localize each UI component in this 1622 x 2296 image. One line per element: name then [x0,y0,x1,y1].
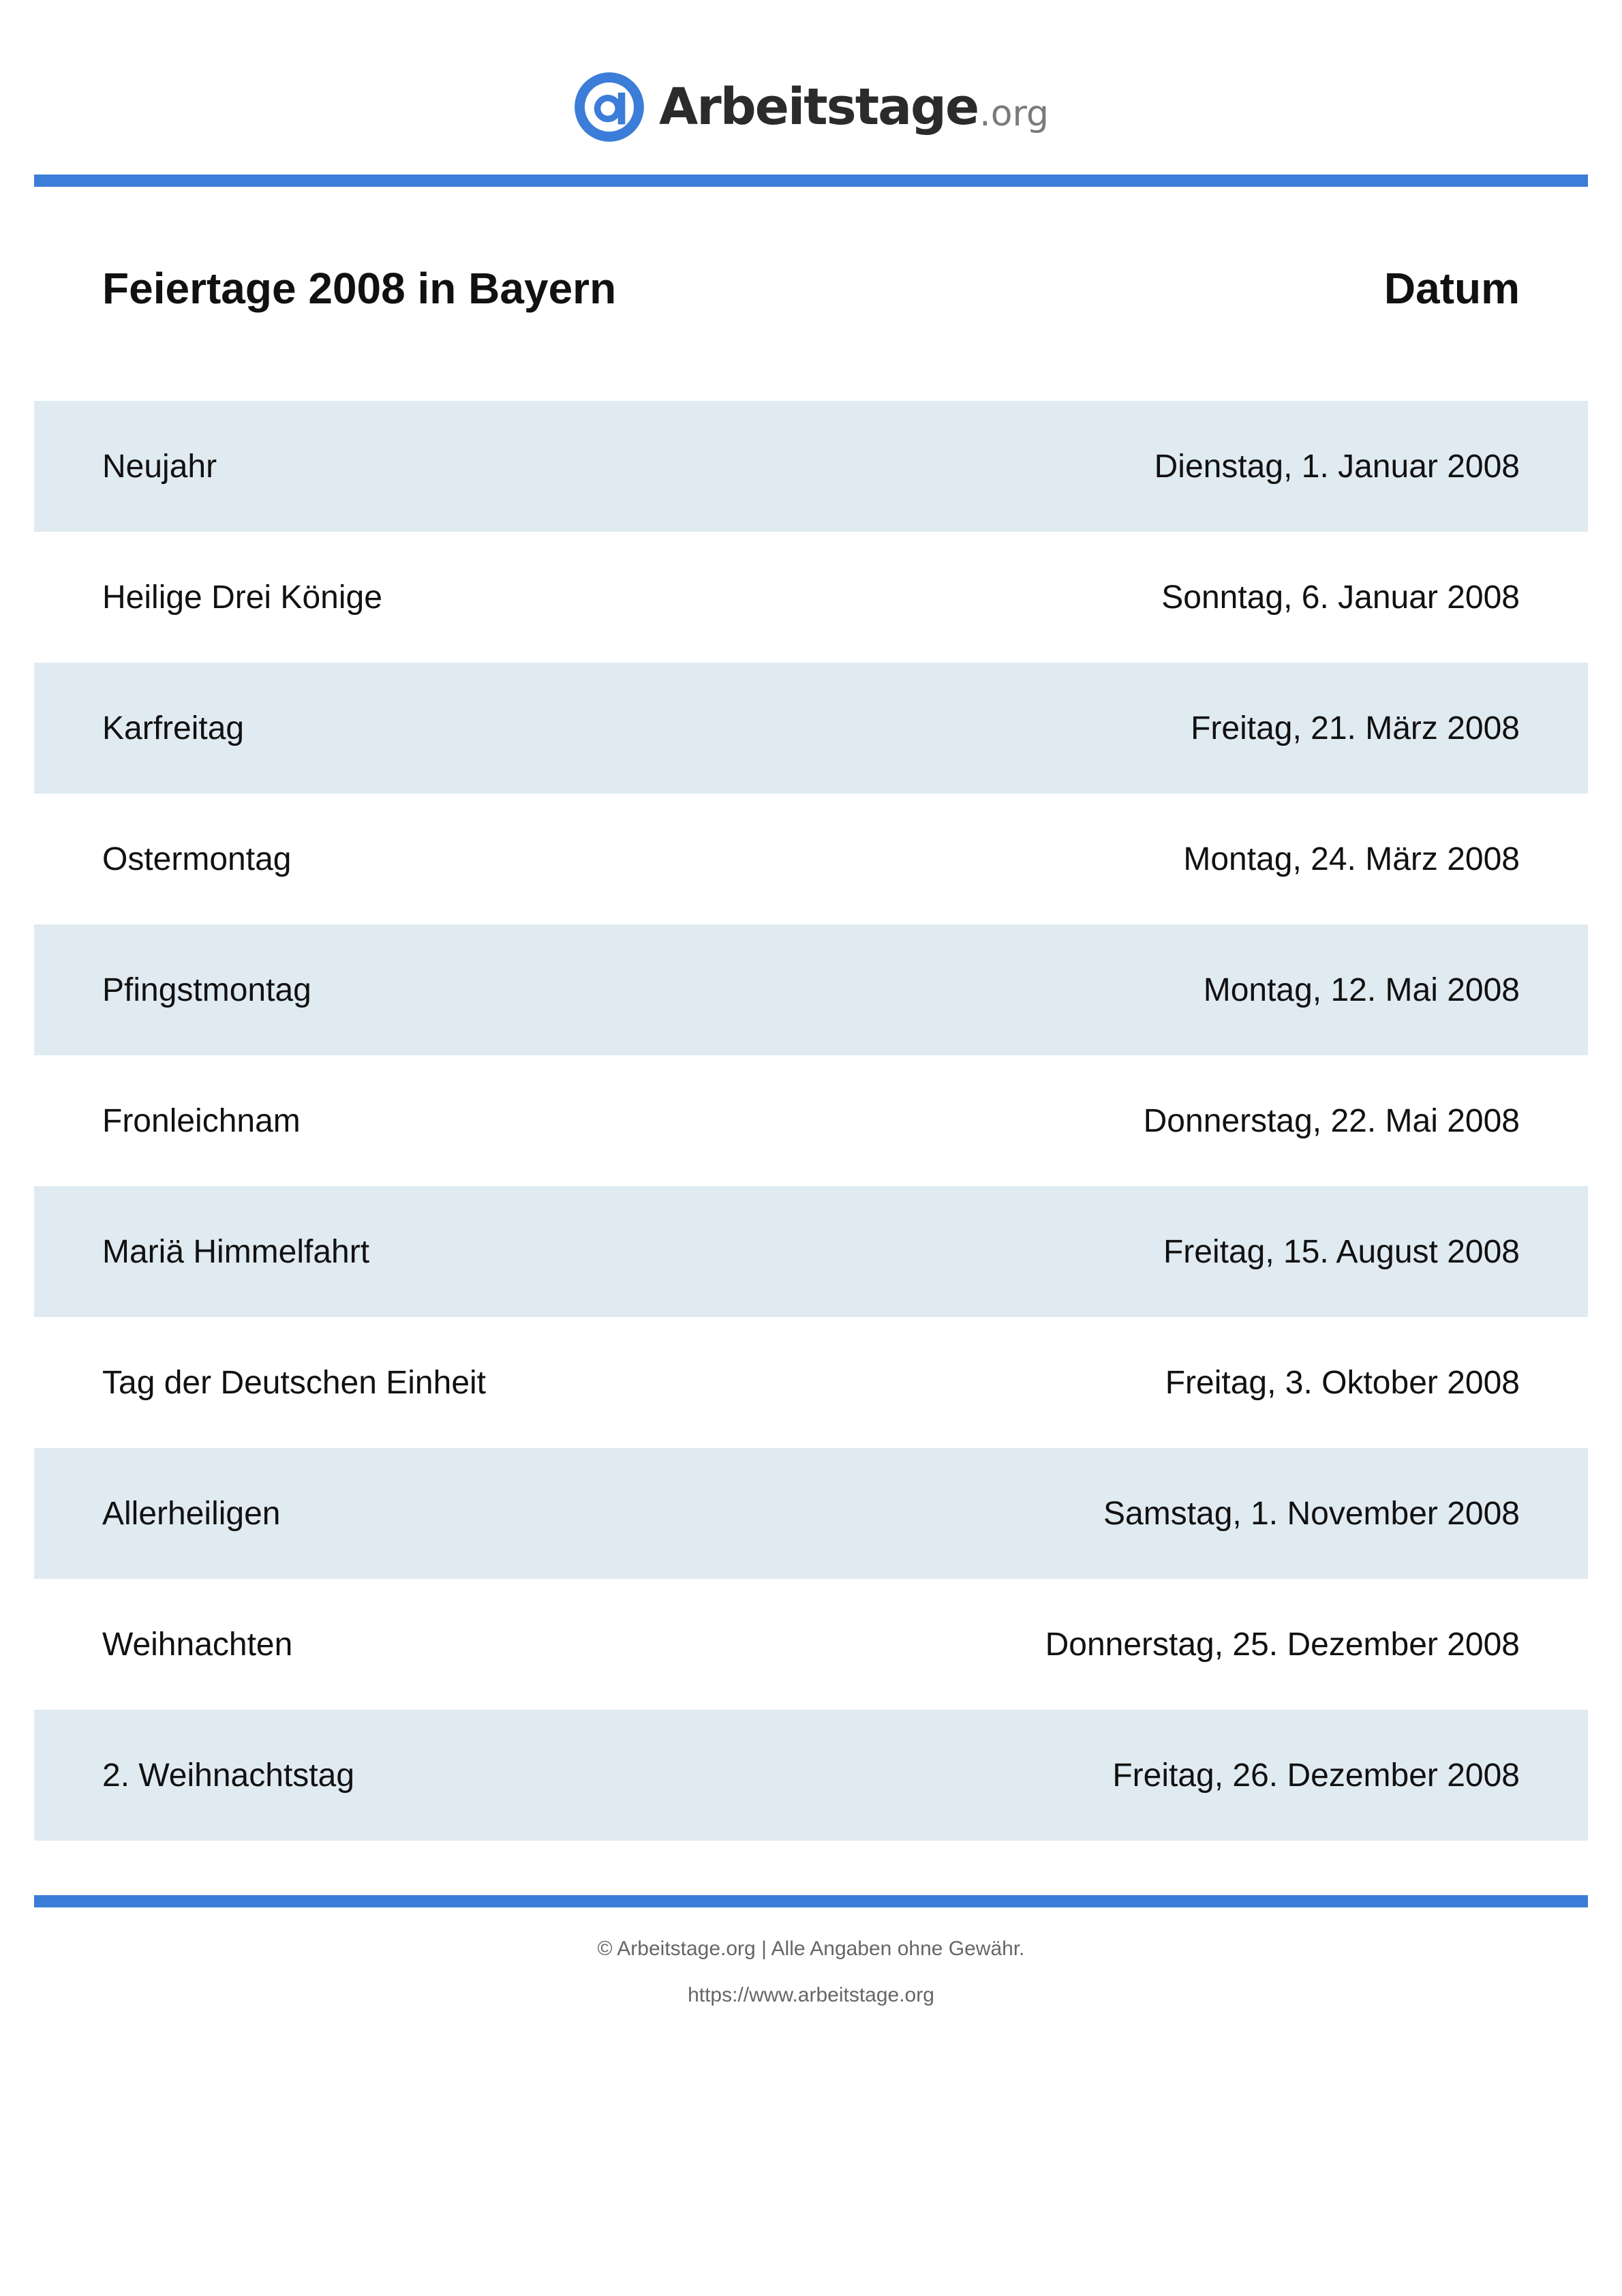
table-row [34,1317,1588,1448]
table-row [34,1710,1588,1841]
holiday-name: Karfreitag [102,710,245,746]
holiday-name: Neujahr [102,448,217,485]
holiday-name: Weihnachten [102,1626,293,1663]
brand-logo[interactable] [0,71,1622,143]
at-sign-icon [573,71,645,143]
holiday-date: Dienstag, 1. Januar 2008 [1154,448,1520,485]
footer-copyright: © Arbeitstage.org | Alle Angaben ohne Gewähr. [597,1937,1025,1960]
table-row [34,1579,1588,1710]
holiday-date: Montag, 12. Mai 2008 [1203,971,1520,1008]
table-row [34,401,1588,532]
holiday-name: Ostermontag [102,841,292,877]
holiday-date: Freitag, 26. Dezember 2008 [1112,1757,1520,1794]
table-row [34,1055,1588,1186]
holiday-date: Freitag, 15. August 2008 [1163,1233,1520,1270]
table-row [34,1448,1588,1579]
table-row [34,532,1588,663]
page-title: Feiertage 2008 in Bayern [102,264,617,313]
table-row [34,1186,1588,1317]
holiday-date: Sonntag, 6. Januar 2008 [1161,579,1520,616]
brand-name: Arbeitstage [658,78,979,136]
holiday-date: Donnerstag, 25. Dezember 2008 [1045,1626,1520,1663]
table-row [34,663,1588,794]
holiday-date: Montag, 24. März 2008 [1183,841,1520,877]
holiday-date: Samstag, 1. November 2008 [1103,1495,1520,1532]
holiday-date: Freitag, 21. März 2008 [1191,710,1520,746]
holiday-table [34,401,1588,1841]
top-divider [34,175,1588,187]
table-header [102,263,1520,314]
brand-suffix: .org [979,93,1049,134]
table-row [34,924,1588,1055]
holiday-name: 2. Weihnachtstag [102,1757,355,1794]
bottom-divider [34,1895,1588,1907]
table-row [34,794,1588,924]
date-column-header: Datum [1383,264,1520,313]
holiday-name: Heilige Drei Könige [102,579,382,616]
holiday-date: Donnerstag, 22. Mai 2008 [1143,1102,1520,1139]
footer-url[interactable]: https://www.arbeitstage.org [688,1984,934,2006]
holiday-name: Mariä Himmelfahrt [102,1233,370,1270]
holiday-name: Tag der Deutschen Einheit [102,1364,487,1401]
holiday-name: Allerheiligen [102,1495,281,1532]
holiday-name: Pfingstmontag [102,971,311,1008]
holiday-date: Freitag, 3. Oktober 2008 [1165,1364,1520,1401]
holiday-name: Fronleichnam [102,1102,301,1139]
